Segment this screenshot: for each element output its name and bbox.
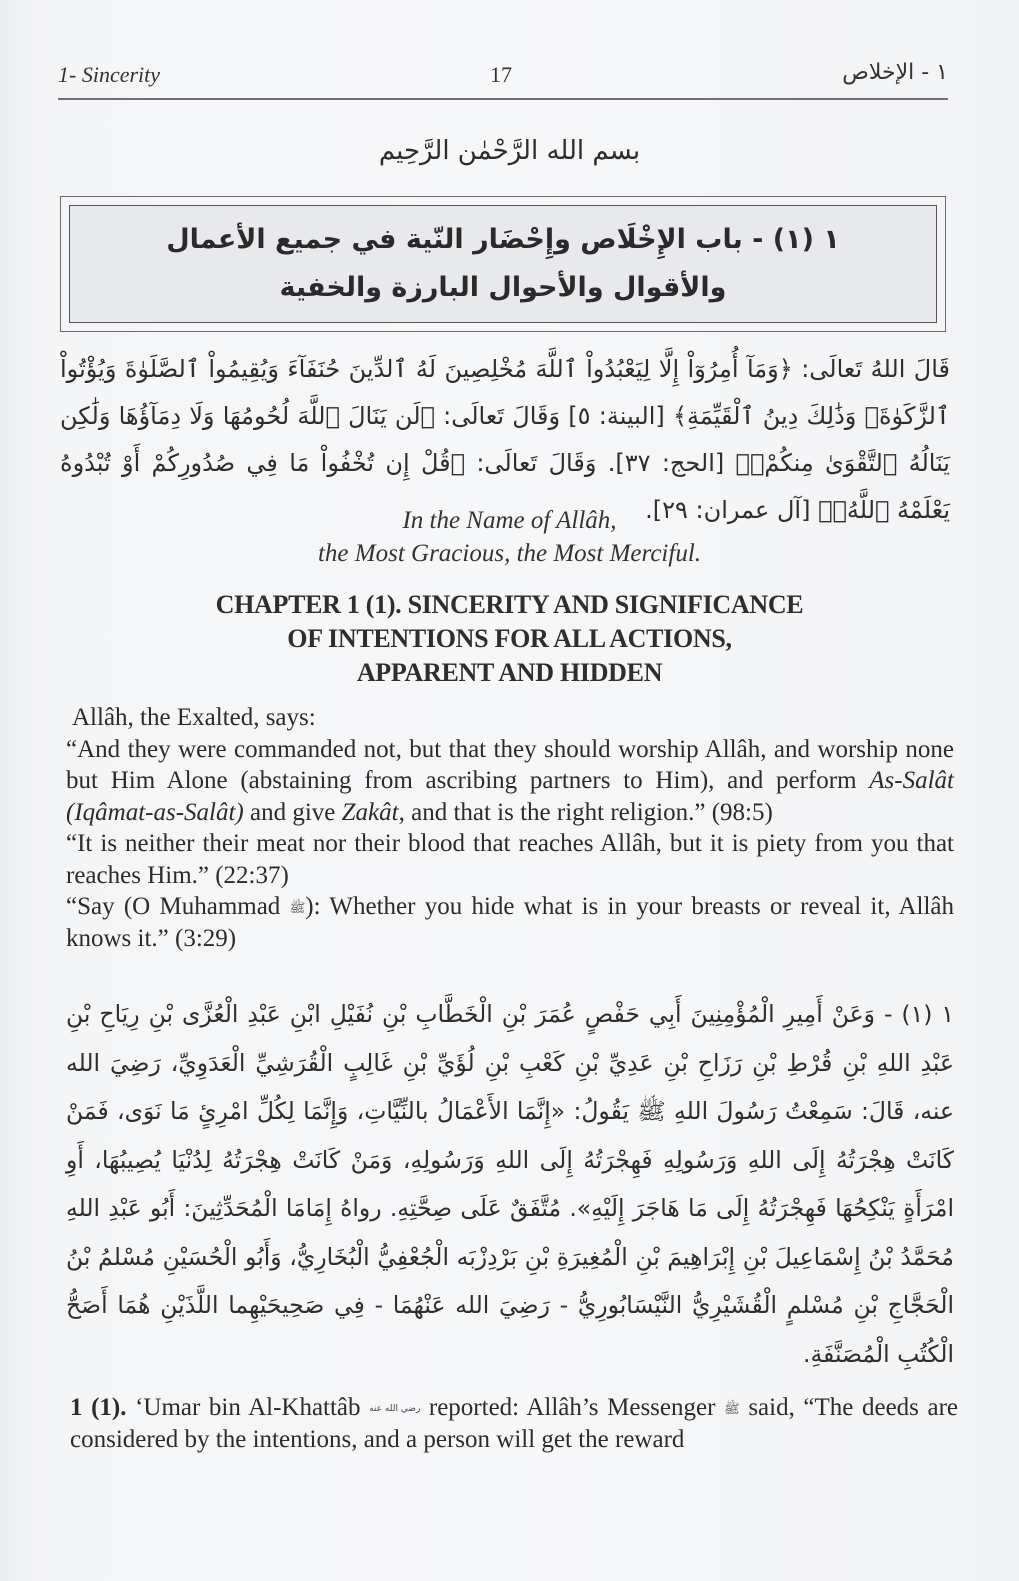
hadith-text: reported: Allâh’s Messenger xyxy=(420,1394,725,1421)
arabic-chapter-title-line-2: والأقوال والأحوال البارزة والخفية xyxy=(279,272,727,303)
english-hadith-1 xyxy=(70,1392,958,1456)
arabic-hadith-1: ١ (١) - وَعَنْ أَمِيرِ الْمُؤْمِنِينَ أَبِي حَفْصٍ عُمَرَ بْنِ الْخَطَّابِ بْنِ نُفَيْلِ ابْنِ عَبْدِ الْعُزَّى بْنِ رِيَاحِ بْنِ عَبْدِ اللهِ بْنِ قُرْطِ بْنِ رَزَاحِ بْنِ عَدِيِّ بْنِ كَعْبِ بْنِ لُؤَيِّ بْنِ غَالِبٍ الْقُرَشِيِّ الْعَدَوِيِّ، رَضِيَ الله عنه، قَالَ: سَمِعْتُ رَسُولَ اللهِ ﷺ يَقُولُ: «إِنَّمَا الأَعْمَالُ بالنِّيَّاتِ، وَإِنَّمَا لِكُلِّ امْرِئٍ مَا نَوَى، فَمَنْ كَانَتْ هِجْرَتُهُ إِلَى اللهِ وَرَسُولِهِ فَهِجْرَتُهُ إِلَى اللهِ وَرَسُولِهِ، وَمَنْ كَانَتْ هِجْرَتُهُ لِدُنْيَا يُصِيبُهَا، أَوِ امْرَأَةٍ يَنْكِحُهَا فَهِجْرَتُهُ إِلَى مَا هَاجَرَ إِلَيْهِ». مُتَّفَقٌ عَلَى صِحَّتِهِ. رواهُ إِمَامَا الْمُحَدِّثِينَ: أَبُو عَبْدِ اللهِ مُحَمَّدُ بْنُ إِسْمَاعِيلَ بْنِ إِبْرَاهِيمَ بْنِ الْمُغِيرَةِ بْنِ بَرْدِزْبَه الْجُعْفِيُّ الْبُخَارِيُّ، وَأَبُو الْحُسَيْنِ مُسْلمُ بْنُ الْحَجَّاجِ بْنِ مُسْلمٍ الْقُشَيْرِيُّ النَّيْسَابُورِيُّ - رَضِيَ الله عَنْهُمَا - فِي صَحِيحَيْهِما اللَّذَيْنِ هُمَا أَصَحُّ الْكُتُبِ الْمُصَنَّفَةِ. xyxy=(66,1000,955,1368)
header-rule xyxy=(58,98,948,100)
verse-text: “And they were commanded not, but that they should worship Allâh, and worship none but Him Alone (abstaining from ascribing partners to Him), and perform xyxy=(66,735,954,794)
running-head-chapter-title: 1- Sincerity xyxy=(58,62,161,87)
english-basmala-line-1: In the Name of Allâh, xyxy=(402,507,617,534)
intro-line: Allâh, the Exalted, says: xyxy=(72,704,316,731)
verse-text: ): Whether you hide what is in your breasts or reveal it, Allâh knows it.” (3:29) xyxy=(66,893,954,952)
verse-22-37: “It is neither their meat nor their blood that reaches Allâh, but it is piety from you that reaches Him.” (22:37) xyxy=(66,830,954,889)
basmala-arabic: بسم الله الرَّحْمٰن الرَّحِيم xyxy=(378,136,641,166)
english-verses xyxy=(66,702,954,954)
arabic-chapter-title-line-1: ١ (١) - باب الإِخْلَاص وإِحْضَار النّية في جميع الأعمال xyxy=(166,224,840,255)
hadith-number: 1 (1). xyxy=(70,1394,127,1421)
english-basmala-line-2: the Most Gracious, the Most Merciful. xyxy=(317,540,702,567)
chapter-title-line-1: CHAPTER 1 (1). SINCERITY AND SIGNIFICANCE xyxy=(215,590,804,619)
chapter-title-line-3: APPARENT AND HIDDEN xyxy=(356,658,663,687)
verse-text: “Say (O Muhammad xyxy=(66,893,290,920)
verse-3-29 xyxy=(66,891,954,954)
radiallahu-anhu-icon: رضي الله عنه xyxy=(369,1403,421,1414)
running-head xyxy=(58,62,948,96)
hadith-text: ‘Umar bin Al-Khattâb xyxy=(126,1394,370,1421)
verse-text: , and that is the right religion.” (98:5) xyxy=(398,798,773,826)
chapter-title-line-2: OF INTENTIONS FOR ALL ACTIONS, xyxy=(287,624,732,653)
arabic-chapter-box xyxy=(60,196,946,332)
peace-be-upon-him-icon: ﷺ xyxy=(289,900,306,916)
running-head-arabic-title: ١ - الإخلاص xyxy=(842,60,948,85)
verse-text: and give xyxy=(243,798,342,826)
chapter-title xyxy=(0,588,1019,690)
hadith-text: said, “The deeds are considered by the intentions, and a person will get the reward xyxy=(70,1394,958,1453)
arabic-chapter-box-inner xyxy=(69,205,937,323)
verse-98-5 xyxy=(66,734,954,829)
arabic-quran-verses: قَالَ اللهُ تَعالَى: ﴿وَمَآ أُمِرُوٓاْ إِلَّا لِيَعْبُدُواْ ٱللَّهَ مُخْلِصِينَ لَهُ ٱلدِّينَ حُنَفَآءَ وَيُقِيمُواْ ٱلصَّلَوٰةَ وَيُؤْتُواْ ٱلزَّكَوٰةَۚ وَذَٰلِكَ دِينُ ٱلْقَيِّمَةِ﴾ [البينة: ٥] وَقَالَ تَعالَى: ﴿لَن يَنَالَ ٱللَّهَ لُحُومُهَا وَلَا دِمَآؤُهَا وَلَٰكِن يَنَالُهُ ٱلتَّقْوَىٰ مِنكُمْۚ﴾ [الحج: ٣٧]. وَقَالَ تَعالَى: ﴿قُلْ إِن تُخْفُواْ مَا فِي صُدُورِكُمْ أَوْ تُبْدُوهُ يَعْلَمْهُ ٱللَّهُۗ﴾ [آل عمران: ٢٩]. xyxy=(60,355,950,524)
term-zakat: Zakât xyxy=(341,798,399,826)
english-basmala xyxy=(0,504,1019,570)
peace-be-upon-him-icon: ﷺ xyxy=(724,1401,740,1417)
term-as-salat: As-Salât (Iqâmat-as-Salât) xyxy=(66,767,954,826)
page-number: 17 xyxy=(490,62,512,87)
